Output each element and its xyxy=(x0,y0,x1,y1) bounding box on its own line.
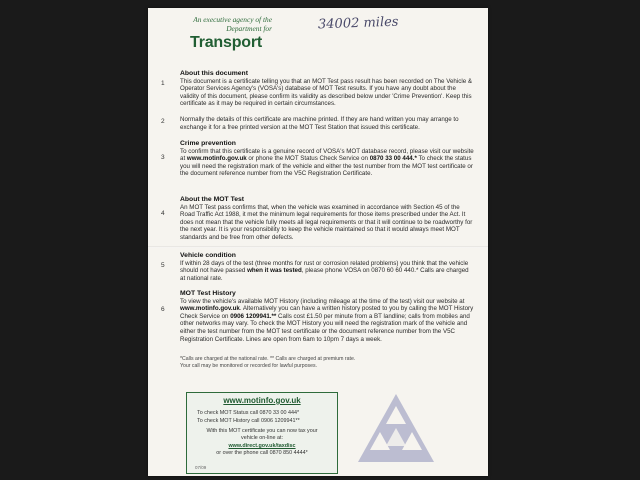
section-body xyxy=(180,116,474,131)
section-number: 5 xyxy=(161,262,165,269)
text-part: Calls cost £1.50 per minute from a BT landline; calls from mobiles and other networks may vary. To check the MOT History you will need the registration mark of the vehicle and either the test number from the MOT test certificate or the document reference number from the V5C Registration Certificate. Lines are open from 6am to 10pm 7 days a week. xyxy=(180,312,470,343)
section-number: 2 xyxy=(161,118,165,125)
text-part: , please phone VOSA on 0870 60 60 440.* Calls are charged at national rate. xyxy=(180,267,469,282)
section-number: 4 xyxy=(161,210,165,217)
motinfo-link[interactable]: www.motinfo.gov.uk xyxy=(186,155,247,163)
section-body xyxy=(180,140,474,178)
section-text: This document is a certificate telling you that an MOT Test pass result has been recorded on The Vehicle & Operator Services Agency's (VOSA's) database of MOT Test results. If you have any doubt about the validity of this document, please confirm its validity as described below under 'Crime Prevention'. Keep this certificate as it may be required in certain circumstances. xyxy=(180,77,473,108)
section-heading: Vehicle condition xyxy=(180,252,236,259)
section-heading: About this document xyxy=(180,70,248,77)
section-text: Normally the details of this certificate are machine printed. If they are hand written you may arrange to exchange it for a free printed version at the MOT Test Station that issued this certificate. xyxy=(180,116,459,131)
tax-line-3: or over the phone call 0870 850 4444* xyxy=(216,450,308,456)
section-number: 1 xyxy=(161,80,165,87)
footnote-line-1: *Calls are charged at the national rate. ** Calls are charged at premium rate. xyxy=(180,356,356,362)
tax-line-2: vehicle on-line at: xyxy=(241,435,283,441)
text-part: To view the vehicle's available MOT History (including mileage at the time of the test) visit our website at xyxy=(180,297,465,305)
history-phone: 0906 1209941.** xyxy=(230,312,277,320)
footnote-line-2: Your call may be monitored or recorded for lawful purposes. xyxy=(180,362,318,369)
text-part: or phone the MOT Status Check Service on xyxy=(246,155,370,163)
text-part: If within 28 days of the test (three months for rust or corrosion related problems) you think that the vehicle should not have passed xyxy=(180,259,469,275)
section-text xyxy=(180,148,474,178)
section-text xyxy=(180,298,474,344)
text-part: . Alternatively you can have a written history posted to you by calling the MOT History Check Service on xyxy=(180,305,474,320)
section-heading: Crime prevention xyxy=(180,140,236,147)
agency-line-1: An executive agency of the xyxy=(193,15,272,24)
status-check-line: To check MOT Status call 0870 33 00 444* xyxy=(197,410,300,416)
tax-line-1: With this MOT certificate you can now tax your xyxy=(206,428,318,434)
motinfo-box xyxy=(186,392,338,474)
section-body xyxy=(180,252,474,282)
mot-certificate-sheet xyxy=(148,8,488,476)
motinfo-box-url[interactable]: www.motinfo.gov.uk xyxy=(223,396,301,405)
section-body xyxy=(180,290,474,343)
tax-disc-link[interactable]: www.direct.gov.uk/taxdisc xyxy=(228,443,296,449)
dft-logo-text: Transport xyxy=(190,34,262,51)
history-check-line: To check MOT History call 0906 1209941** xyxy=(197,418,300,424)
text-part: To check the status you will need the registration mark of the vehicle and either the test number from the MOT test certificate or the document reference number from the V5C Registration Certificate. xyxy=(180,155,473,178)
section-text: An MOT Test pass confirms that, when the vehicle was examined in accordance with Section 45 of the Road Traffic Act 1988, it met the minimum legal requirements for those items prescribed under the Act. It does not mean that the vehicle fully meets all legal requirements or that it will continue to be roadworthy for the next year. It is your responsibility to keep the vehicle maintained so that it would always meet MOT standards and be free from other defects. xyxy=(180,203,473,241)
agency-line-2: Department for xyxy=(226,23,272,33)
motinfo-link[interactable]: www.motinfo.gov.uk xyxy=(180,305,240,313)
section-body xyxy=(180,70,474,108)
mot-logo-icon xyxy=(356,392,436,464)
section-number: 3 xyxy=(161,154,165,161)
paper-fold xyxy=(148,246,488,248)
section-heading: MOT Test History xyxy=(180,290,236,297)
form-code: 07/09 xyxy=(195,465,207,470)
status-phone: 0870 33 00 444.* xyxy=(369,155,417,163)
section-heading: About the MOT Test xyxy=(180,196,245,203)
text-part: To confirm that this certificate is a genuine record of VOSA's MOT database record, please visit our website at xyxy=(180,147,474,163)
section-body xyxy=(180,196,474,242)
section-number: 6 xyxy=(161,306,165,313)
handwritten-mileage: 34002 miles xyxy=(317,14,399,33)
footnote xyxy=(180,356,470,369)
section-text xyxy=(180,260,474,283)
emphasis: when it was tested xyxy=(247,267,302,275)
agency-tagline xyxy=(154,16,272,33)
